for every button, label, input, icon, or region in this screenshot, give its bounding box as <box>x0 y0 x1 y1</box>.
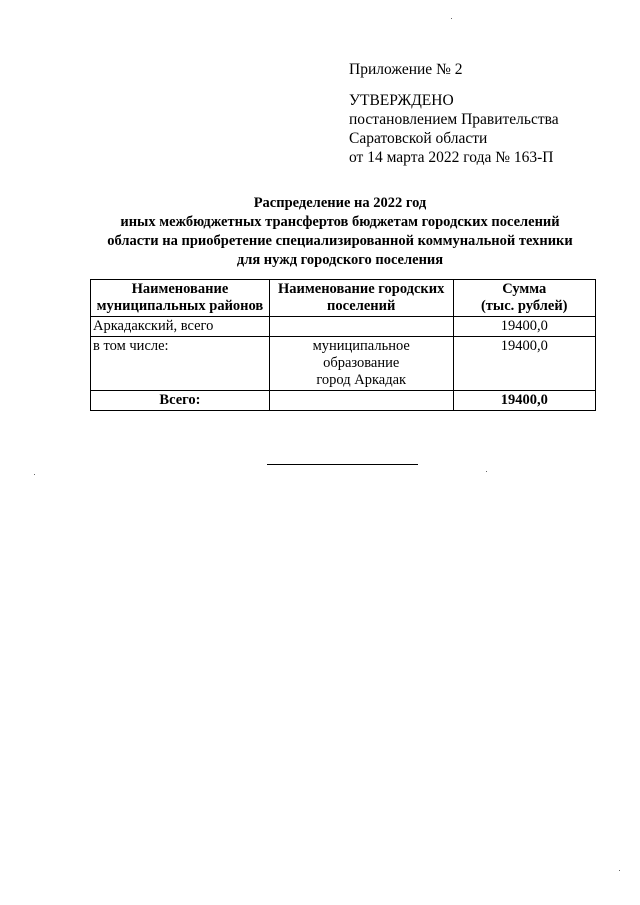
table-header-row <box>91 280 596 317</box>
title-line-3: области на приобретение специализированной коммунальной техники <box>107 233 573 249</box>
appendix-label: Приложение № 2 <box>349 61 463 78</box>
table-row <box>91 317 596 337</box>
approval-block <box>349 60 559 167</box>
document-title <box>70 194 610 270</box>
header-amount-line-2: (тыс. рублей) <box>480 298 568 314</box>
header-districts-line-2: муниципальных районов <box>96 298 264 314</box>
total-amount: 19400,0 <box>453 391 596 411</box>
scan-speck <box>619 870 620 871</box>
header-amount <box>453 280 596 317</box>
closing-separator-line <box>267 464 418 465</box>
header-settlements <box>269 280 453 317</box>
title-line-1: Распределение на 2022 год <box>253 195 427 211</box>
row-2-district: в том числе: <box>91 337 270 391</box>
approval-line-1: постановлением Правительства <box>349 111 559 128</box>
scan-speck <box>34 474 35 475</box>
approval-line-3: от 14 марта 2022 года № 163-П <box>349 149 554 166</box>
row-1-settlement <box>269 317 453 337</box>
total-settlement-empty <box>269 391 453 411</box>
table-total-row <box>91 391 596 411</box>
row-2-settlement-line-3: город Аркадак <box>316 372 407 388</box>
header-settlements-line-1: Наименование городских <box>278 281 445 297</box>
header-amount-line-1: Сумма <box>502 281 547 297</box>
row-1-district: Аркадакский, всего <box>91 317 270 337</box>
distribution-table <box>90 279 596 411</box>
header-districts-line-1: Наименование <box>131 281 229 297</box>
total-label: Всего: <box>91 391 270 411</box>
approval-line-2: Саратовской области <box>349 130 488 147</box>
scan-speck <box>451 18 452 19</box>
title-line-4: для нужд городского поселения <box>236 252 444 268</box>
table-row <box>91 337 596 391</box>
scan-speck <box>486 471 487 472</box>
row-1-amount: 19400,0 <box>453 317 596 337</box>
approved-stamp-text: УТВЕРЖДЕНО <box>349 92 454 109</box>
title-line-2: иных межбюджетных трансфертов бюджетам городских поселений <box>120 214 560 230</box>
row-2-settlement <box>269 337 453 391</box>
row-2-settlement-line-1: муниципальное <box>312 338 410 354</box>
row-2-settlement-line-2: образование <box>323 355 400 371</box>
header-settlements-line-2: поселений <box>327 298 396 314</box>
row-2-amount: 19400,0 <box>453 337 596 391</box>
header-districts <box>91 280 270 317</box>
